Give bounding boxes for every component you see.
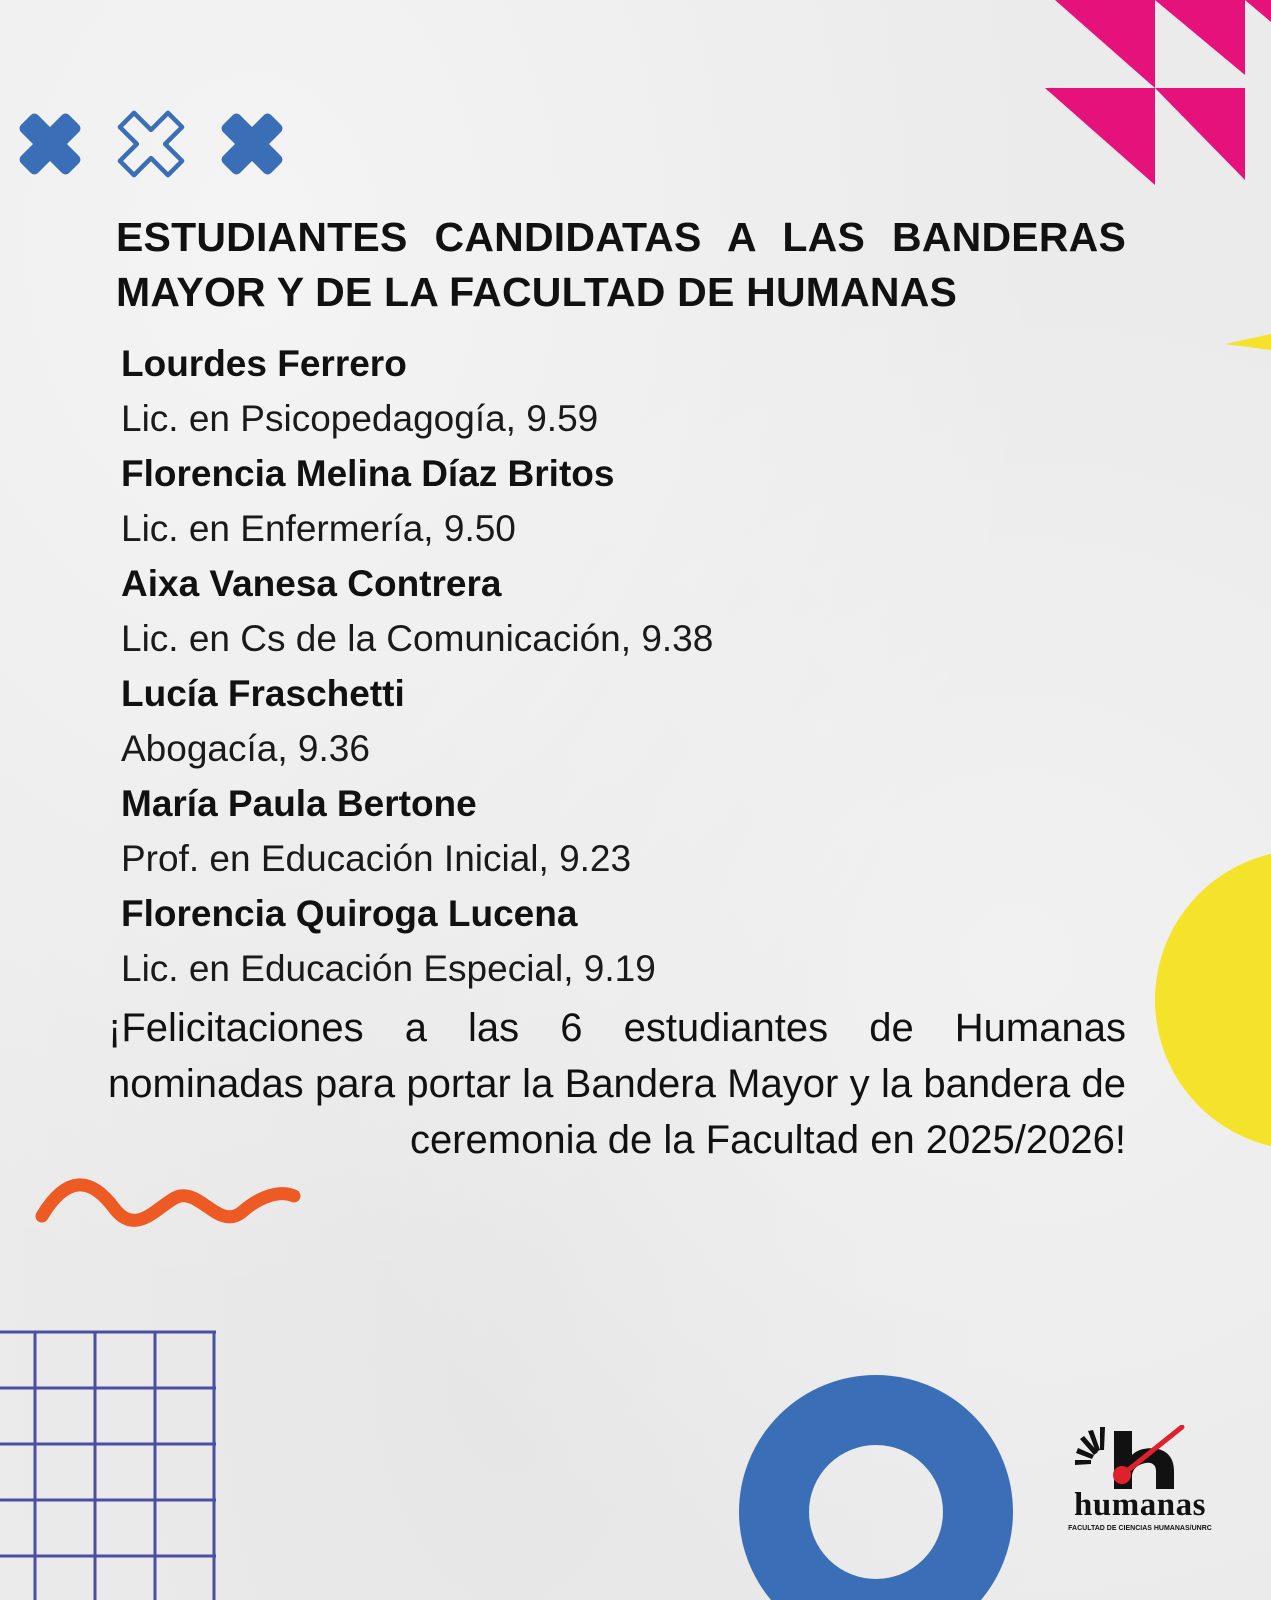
candidate-career: Lic. en Psicopedagogía, 9.59 — [121, 398, 599, 439]
candidate-name: Lucía Fraschetti — [121, 673, 405, 714]
grid-decoration — [0, 1328, 220, 1600]
list-item — [121, 886, 1021, 996]
magenta-triangles-decoration — [1045, 0, 1271, 190]
solid-cross-1 — [14, 104, 98, 184]
candidate-name: María Paula Bertone — [121, 783, 477, 824]
candidate-name: Florencia Quiroga Lucena — [121, 893, 578, 934]
humanas-logo — [1060, 1425, 1220, 1535]
yellow-small-triangle — [1223, 330, 1271, 354]
list-item — [121, 336, 1021, 446]
list-item — [121, 666, 1021, 776]
logo-subtitle: FACULTAD DE CIENCIAS HUMANAS/UNRC — [1068, 1525, 1212, 1532]
congratulations-message: ¡Felicitaciones a las 6 estudiantes de Humanas nominadas para portar la Bandera Mayor y la bandera de ceremonia de la Facultad en 2025/2026! — [108, 1006, 1126, 1162]
candidate-career: Lic. en Cs de la Comunicación, 9.38 — [121, 618, 714, 659]
list-item — [121, 446, 1021, 556]
candidate-career: Prof. en Educación Inicial, 9.23 — [121, 838, 632, 879]
candidates-list — [121, 336, 1021, 996]
candidate-career: Lic. en Enfermería, 9.50 — [121, 508, 516, 549]
orange-wave-decoration — [30, 1178, 305, 1238]
candidate-name: Aixa Vanesa Contrera — [121, 563, 502, 604]
logo-wordmark: humanas — [1074, 1487, 1206, 1523]
yellow-half-circle — [1155, 845, 1271, 1155]
outline-cross — [103, 104, 199, 184]
logo-h-icon — [1074, 1425, 1204, 1491]
candidate-career: Lic. en Educación Especial, 9.19 — [121, 948, 656, 989]
page-title: ESTUDIANTES CANDIDATAS A LAS BANDERAS MAYOR Y DE LA FACULTAD DE HUMANAS — [116, 214, 1126, 315]
candidate-name: Florencia Melina Díaz Britos — [121, 453, 615, 494]
blue-crosses-decoration — [14, 104, 294, 184]
list-item — [121, 776, 1021, 886]
list-item — [121, 556, 1021, 666]
candidate-career: Abogacía, 9.36 — [121, 728, 370, 769]
solid-cross-2 — [204, 104, 294, 184]
blue-ring-decoration — [738, 1370, 1014, 1600]
candidate-name: Lourdes Ferrero — [121, 343, 407, 384]
